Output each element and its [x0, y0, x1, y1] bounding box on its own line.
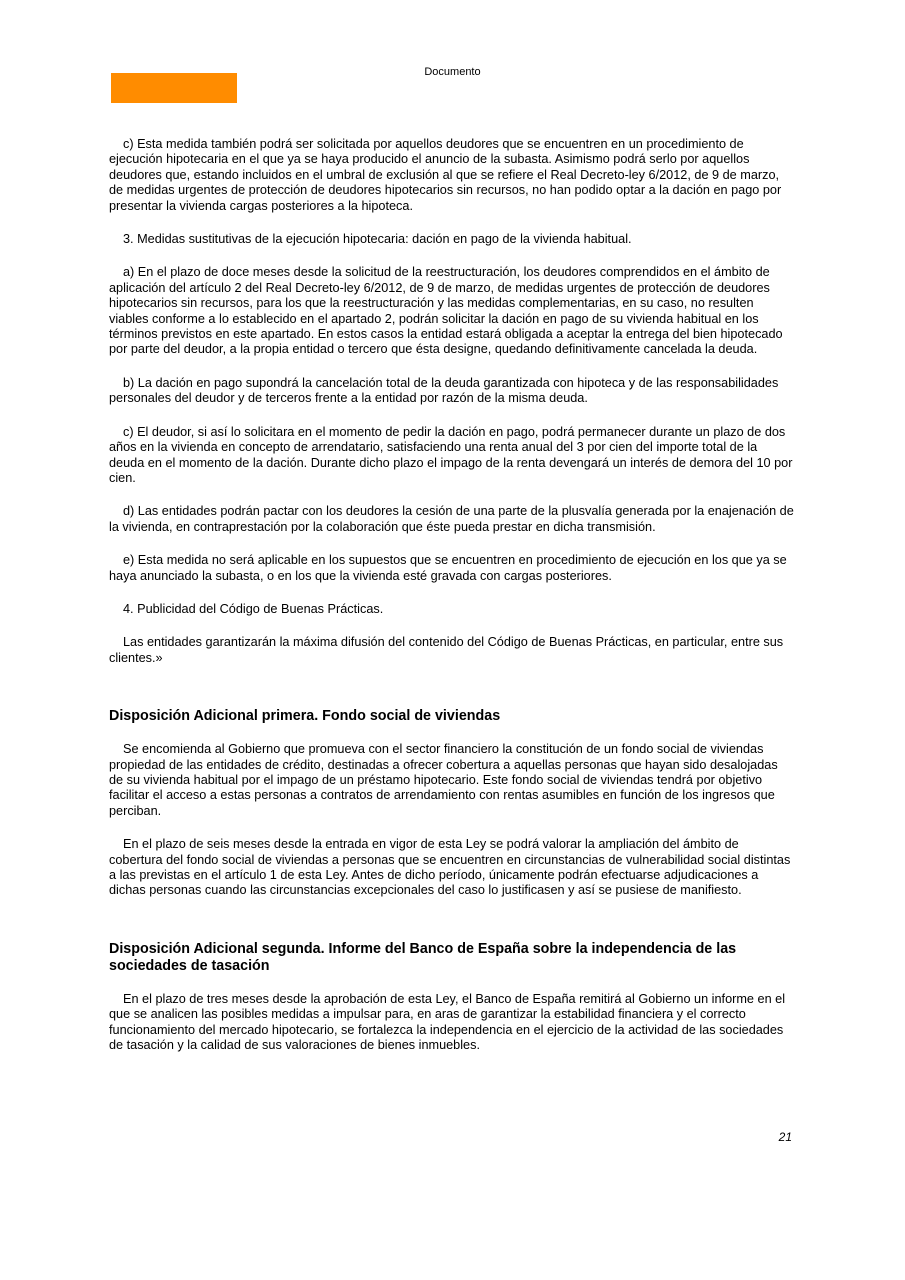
paragraph: a) En el plazo de doce meses desde la solicitud de la reestructuración, los deudores comprendidos en el ámbito de aplicación del artículo 2 del Real Decreto-ley 6/2012, de 9 de marzo, de medidas urgentes de protección de deudores hipotecarios sin recursos, para los que la reestructuración y las medidas complementarias, en su caso, no resulten viables conforme a lo establecido en el apartado 2, podrán solicitar la dación en pago de su vivienda habitual en los términos previstos en este apartado. En estos casos la entidad estará obligada a aceptar la entrega del bien hipotecado por parte del deudor, a la propia entidad o tercero que ésta designe, quedando definitivamente cancelada la deuda. — [109, 265, 783, 357]
section-heading: Disposición Adicional segunda. Informe del Banco de España sobre la independencia de las sociedades de tasación — [109, 940, 737, 974]
paragraph: b) La dación en pago supondrá la cancelación total de la deuda garantizada con hipoteca y de las responsabilidades personales del deudor y de terceros frente a la entidad por razón de la misma deuda. — [109, 375, 779, 406]
section-gap — [109, 917, 795, 941]
paragraph: d) Las entidades podrán pactar con los deudores la cesión de una parte de la plusvalía generada por la enajenación de la vivienda, en contraprestación por la colaboración que éste pueda prestar en dicha transmisión. — [109, 504, 794, 534]
section-heading: Disposición Adicional primera. Fondo social de viviendas — [109, 708, 501, 725]
document-body — [109, 137, 795, 1071]
paragraph: e) Esta medida no será aplicable en los supuestos que se encuentren en procedimiento de ejecución en los que ya se haya anunciado la subasta, o en los que la vivienda esté gravada con cargas posteriores. — [109, 553, 787, 583]
paragraph: 4. Publicidad del Código de Buenas Prácticas. — [123, 601, 384, 616]
section-gap — [109, 684, 795, 708]
paragraph: En el plazo de tres meses desde la aprobación de esta Ley, el Banco de España remitirá al Gobierno un informe en el que se analicen las posibles medidas a impulsar para, en aras de garantizar la estabilidad financiera y el correcto funcionamiento del mercado hipotecario, se fortalezca la independencia en el ejercicio de la actividad de las sociedades de tasación y la calidad de sus valoraciones de bienes inmuebles. — [109, 991, 786, 1053]
paragraph: c) El deudor, si así lo solicitara en el momento de pedir la dación en pago, podrá permanecer durante un plazo de dos años en la vivienda en concepto de arrendatario, satisfaciendo una renta anual del 3 por cien del importe total de la deuda en el momento de la dación. Durante dicho plazo el impago de la renta devengará un interés de demora del 10 por cien. — [109, 424, 793, 485]
paragraph: Se encomienda al Gobierno que promueva con el sector financiero la constitución de un fondo social de viviendas propiedad de las entidades de crédito, destinadas a ofrecer cobertura a aquellas personas que hayan sido desalojadas de su vivienda habitual por el impago de un préstamo hipotecario. Este fondo social de viviendas tendrá por objetivo facilitar el acceso a estas personas a contratos de arrendamiento con rentas asumibles en función de los ingresos que perciban. — [109, 742, 778, 818]
paragraph: Las entidades garantizarán la máxima difusión del contenido del Código de Buenas Prácticas, en particular, entre sus clientes.» — [109, 635, 784, 665]
page-number: 21 — [778, 1130, 792, 1144]
paragraph: c) Esta medida también podrá ser solicitada por aquellos deudores que se encuentren en un procedimiento de ejecución hipotecaria en el que ya se haya producido el anuncio de la subasta. Asimismo podrá serlo por aquellos deudores que, estando incluidos en el umbral de exclusión al que se refiere el Real Decreto-ley 6/2012, de 9 de marzo, de medidas urgentes de protección de deudores hipotecarios sin recursos, no han podido optar a la dación en pago por presentar la vivienda cargas posteriores a la hipoteca. — [109, 137, 782, 213]
document-header-title: Documento — [424, 66, 481, 78]
paragraph: En el plazo de seis meses desde la entrada en vigor de esta Ley se podrá valorar la ampliación del ámbito de cobertura del fondo social de viviendas a personas que se encuentren en circunstancias de vulnerabilidad social distintas a las previstas en el artículo 1 de esta Ley. Antes de dicho período, únicamente podrán efectuarse adjudicaciones a dichas personas cuando las circunstancias excepcionales del caso lo justificasen y así se pusiese de manifiesto. — [109, 837, 791, 898]
paragraph: 3. Medidas sustitutivas de la ejecución hipotecaria: dación en pago de la vivienda habitual. — [123, 232, 632, 247]
